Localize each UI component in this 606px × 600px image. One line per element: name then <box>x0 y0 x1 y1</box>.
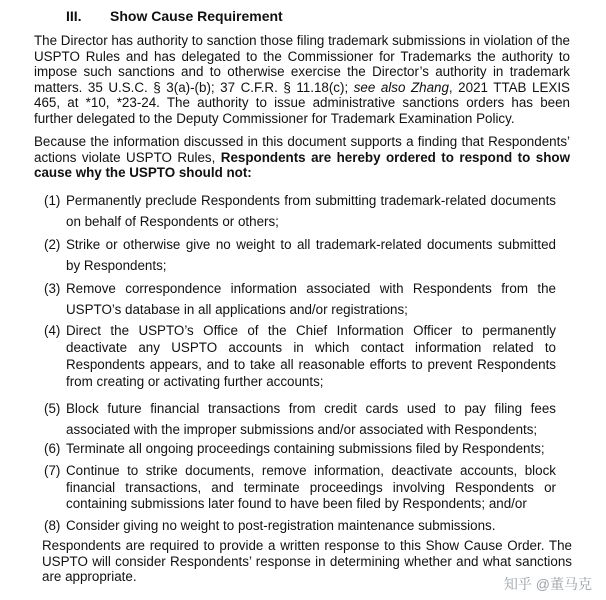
section-title: Show Cause Requirement <box>110 8 283 24</box>
list-item-text: Remove correspondence information associated with Respondents from the USPTO’s database in all applications and/or registrations; <box>66 281 556 317</box>
list-item <box>44 278 556 320</box>
list-item-number: (5) <box>44 401 61 416</box>
list-item-number: (3) <box>44 281 61 296</box>
list-item-number: (4) <box>44 323 61 338</box>
authority-text-b: , 2021 TTAB LEXIS 465, at *10, *23-24. The authority to issue administrative sanctions orders has been further delegated to the Deputy Commissioner for Trademark Examination Policy. <box>34 79 570 126</box>
list-item-text: Continue to strike documents, remove information, deactivate accounts, block financial transactions, and terminate proceedings involving Respondents or containing submissions later found to have been filed by Respondents; and/or <box>66 463 556 511</box>
list-item <box>44 463 556 513</box>
list-item <box>44 398 556 440</box>
case-citation: see also Zhang <box>353 79 449 95</box>
authority-paragraph <box>34 33 570 127</box>
section-number: III. <box>66 8 82 24</box>
list-item-text: Strike or otherwise give no weight to all trademark-related documents submitted by Respondents; <box>66 237 556 273</box>
list-item-text: Terminate all ongoing proceedings containing submissions filed by Respondents; <box>66 441 545 456</box>
list-item-number: (8) <box>44 518 61 533</box>
order-text: Because the information discussed in this document supports a finding that Respondents’ actions violate USPTO Rules, <box>34 134 570 165</box>
list-item-number: (7) <box>44 463 61 478</box>
order-bold-text: Respondents are hereby ordered to respond to show cause why the USPTO should not: <box>34 149 570 181</box>
list-item-text: Block future financial transactions from credit cards used to pay filing fees associated with the improper submissions and/or associated with Respondents; <box>66 401 556 437</box>
list-item <box>44 190 556 232</box>
list-item-text: Consider giving no weight to post-registration maintenance submissions. <box>66 518 496 533</box>
list-item-text: Direct the USPTO’s Office of the Chief Information Officer to permanently deactivate any USPTO accounts in which contact information related to Respondents appears, and to take all reasonable efforts to prevent Respondents from creating or activating further accounts; <box>66 323 556 389</box>
list-item <box>44 441 556 457</box>
authority-text-a: The Director has authority to sanction those filing trademark submissions in violation of the USPTO Rules and has delegated to the Commissioner for Trademarks the authority to impose such sanctions and to otherwise exercise the Director’s authority in trademark matters. 35 U.S.C. § 3(a)-(b); 37 C.F.R. § 11.18(c); <box>34 33 570 95</box>
watermark: 知乎 @董马克 <box>500 574 596 594</box>
list-item-text: Permanently preclude Respondents from submitting trademark-related documents on behalf of Respondents or others; <box>66 193 556 229</box>
list-item-number: (1) <box>44 193 61 208</box>
order-paragraph <box>34 134 570 181</box>
response-paragraph: Respondents are required to provide a written response to this Show Cause Order. The USPTO will consider Respondents’ response in determining whether and what sanctions are appropriate. <box>42 538 572 585</box>
list-item <box>44 234 556 276</box>
list-item <box>44 518 556 534</box>
list-item-number: (6) <box>44 441 61 456</box>
list-item-number: (2) <box>44 237 61 252</box>
section-heading <box>66 8 283 24</box>
list-item <box>44 322 556 390</box>
